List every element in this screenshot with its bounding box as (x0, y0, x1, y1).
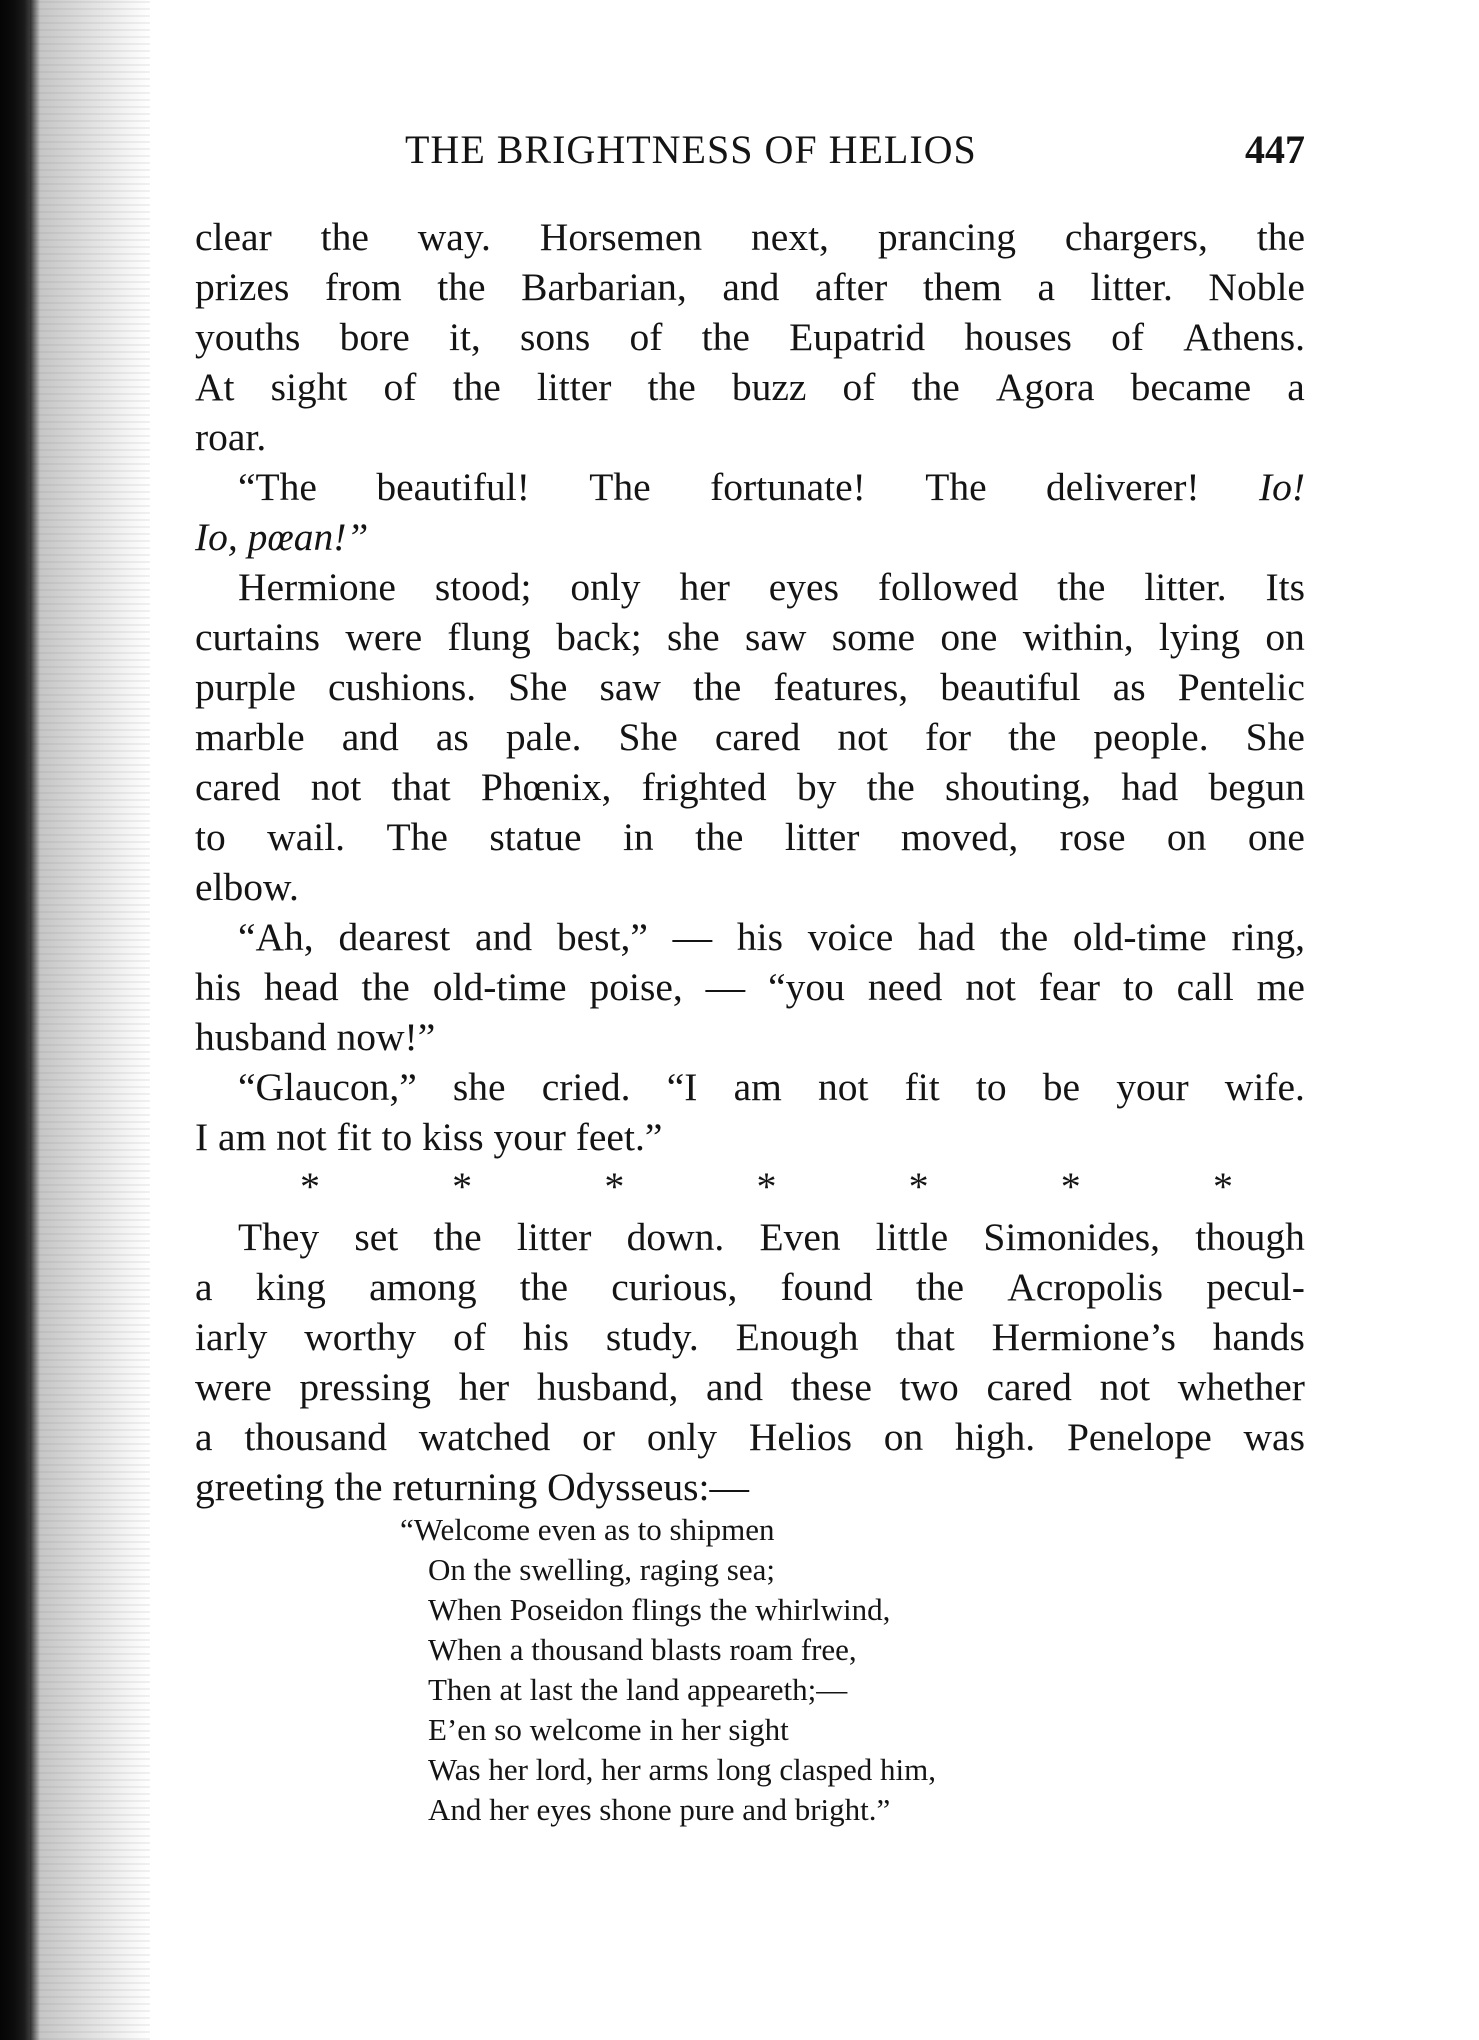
poem-line: When a thousand blasts roam free, (428, 1632, 857, 1667)
text-line: his head the old-time poise, — “you need not fear to call me (195, 965, 1305, 1009)
asterisk: * (756, 1164, 777, 1209)
text-line: curtains were flung back; she saw some one within, lying on (195, 615, 1305, 659)
text-line: a king among the curious, found the Acropolis pecul- (195, 1265, 1305, 1309)
body-text (195, 212, 1305, 1512)
text-line: I am not fit to kiss your feet.” (195, 1115, 663, 1159)
section-break-asterisks (195, 1162, 1305, 1212)
text-line: marble and as pale. She cared not for the people. She (195, 715, 1305, 759)
text-line: At sight of the litter the buzz of the Agora became a (195, 365, 1305, 409)
text-line: youths bore it, sons of the Eupatrid houses of Athens. (195, 315, 1305, 359)
text-line: husband now!” (195, 1015, 436, 1059)
text-line: “Glaucon,” she cried. “I am not fit to be your wife. (238, 1065, 1305, 1109)
text-line: to wail. The statue in the litter moved, rose on one (195, 815, 1305, 859)
poem-line: E’en so welcome in her sight (428, 1712, 789, 1747)
text-line: iarly worthy of his study. Enough that Hermione’s hands (195, 1315, 1305, 1359)
text-line: “The beautiful! The fortunate! The deliverer! Io! (238, 465, 1305, 509)
text-line: Io, pœan!” (195, 515, 369, 559)
text-line: roar. (195, 415, 267, 459)
text-line: cared not that Phœnix, frighted by the shouting, had begun (195, 765, 1305, 809)
text-line: greeting the returning Odysseus:— (195, 1465, 750, 1509)
poem-line: Then at last the land appeareth;— (428, 1672, 848, 1707)
asterisk: * (908, 1164, 929, 1209)
text-line: Hermione stood; only her eyes followed the litter. Its (238, 565, 1305, 609)
poem-line: On the swelling, raging sea; (428, 1552, 775, 1587)
poem-line: Was her lord, her arms long clasped him, (428, 1752, 937, 1787)
running-title: THE BRIGHTNESS OF HELIOS (405, 127, 977, 172)
asterisk: * (1212, 1164, 1233, 1209)
page-header (195, 120, 1305, 180)
text-line: were pressing her husband, and these two cared not whether (195, 1365, 1305, 1409)
poem-line: And her eyes shone pure and bright.” (428, 1792, 891, 1827)
text-line: prizes from the Barbarian, and after them a litter. Noble (195, 265, 1305, 309)
text-line: clear the way. Horsemen next, prancing chargers, the (195, 215, 1305, 259)
poem-block (400, 1510, 936, 1830)
text-line: They set the litter down. Even little Simonides, though (238, 1215, 1305, 1259)
asterisk: * (604, 1164, 625, 1209)
text-line: “Ah, dearest and best,” — his voice had the old-time ring, (238, 915, 1305, 959)
binding-shadow (30, 0, 150, 2040)
page-number: 447 (1245, 127, 1305, 172)
text-line: elbow. (195, 865, 299, 909)
poem-line: When Poseidon flings the whirlwind, (428, 1592, 891, 1627)
poem-line: “Welcome even as to shipmen (400, 1512, 775, 1547)
text-line: purple cushions. She saw the features, beautiful as Pentelic (195, 665, 1305, 709)
text-line: a thousand watched or only Helios on high. Penelope was (195, 1415, 1305, 1459)
asterisk: * (300, 1164, 320, 1209)
asterisk: * (452, 1164, 473, 1209)
asterisk: * (1060, 1164, 1081, 1209)
